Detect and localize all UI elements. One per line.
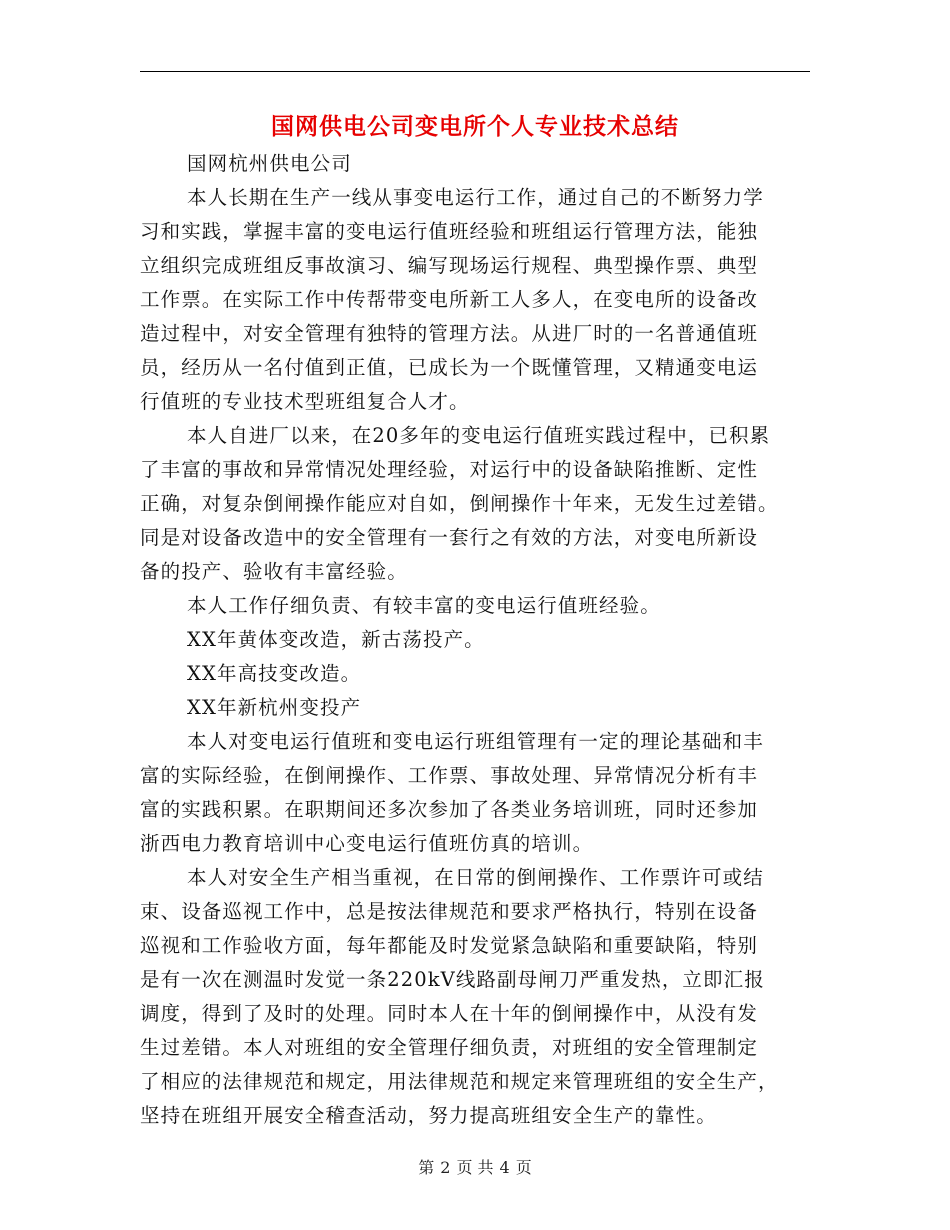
text-line: 习和实践，掌握丰富的变电运行值班经验和班组运行管理方法，能独 [140, 220, 759, 243]
document-body [140, 147, 810, 1133]
text-line: 同是对设备改造中的安全管理有一套行之有效的方法，对变电所新设 [140, 526, 759, 549]
header-rule [140, 71, 810, 72]
page-footer [0, 1155, 950, 1178]
text-line: 束、设备巡视工作中，总是按法律规范和要求严格执行，特别在设备 [140, 900, 759, 923]
text-line: 本人对安全生产相当重视，在日常的倒闸操作、工作票许可或结 [187, 866, 764, 889]
text-line: XX年高技变改造。 [187, 662, 362, 685]
footer-middle: 页 共 [456, 1158, 494, 1177]
text-line: 巡视和工作验收方面，每年都能及时发觉紧急缺陷和重要缺陷，特别 [140, 934, 759, 957]
document-title: 国网供电公司变电所个人专业技术总结 [271, 113, 679, 140]
text-line: 调度，得到了及时的处理。同时本人在十年的倒闸操作中，从没有发 [140, 1002, 759, 1025]
text-line: 生过差错。本人对班组的安全管理仔细负责，对班组的安全管理制定 [140, 1036, 759, 1059]
text-line: 备的投产、验收有丰富经验。 [140, 560, 408, 583]
text-line: 正确，对复杂倒闸操作能应对自如，倒闸操作十年来，无发生过差错。 [140, 492, 779, 515]
text-line: 立组织完成班组反事故演习、编写现场运行规程、典型操作票、典型 [140, 254, 759, 277]
footer-prefix: 第 [418, 1158, 435, 1177]
footer-page-number: 2 [440, 1158, 451, 1177]
text-line: 富的实际经验，在倒闸操作、工作票、事故处理、异常情况分析有丰 [140, 764, 759, 787]
text-line: 是有一次在测温时发觉一条220kV线路副母闸刀严重发热，立即汇报 [140, 968, 765, 991]
text-line: 工作票。在实际工作中传帮带变电所新工人多人，在变电所的设备改 [140, 288, 759, 311]
text-line: 了丰富的事故和异常情况处理经验，对运行中的设备缺陷推断、定性 [140, 458, 759, 481]
text-line: XX年黄体变改造，新古荡投产。 [187, 628, 485, 651]
text-line: XX年新杭州变投产 [187, 696, 362, 719]
text-line: 浙西电力教育培训中心变电运行值班仿真的培训。 [140, 832, 594, 855]
text-line: 富的实践积累。在职期间还多次参加了各类业务培训班，同时还参加 [140, 798, 759, 821]
text-line: 行值班的专业技术型班组复合人才。 [140, 390, 470, 413]
footer-suffix: 页 [515, 1158, 532, 1177]
text-line: 了相应的法律规范和规定，用法律规范和规定来管理班组的安全生产， [140, 1070, 779, 1093]
footer-total-pages: 4 [499, 1158, 510, 1177]
text-line: 造过程中，对安全管理有独特的管理方法。从进厂时的一名普通值班 [140, 322, 759, 345]
text-line: 坚持在班组开展安全稽查活动，努力提高班组安全生产的靠性。 [140, 1104, 717, 1127]
text-line: 员，经历从一名付值到正值，已成长为一个既懂管理，又精通变电运 [140, 356, 759, 379]
text-line: 本人自进厂以来，在20多年的变电运行值班实践过程中，已积累 [187, 424, 771, 447]
text-line: 本人工作仔细负责、有较丰富的变电运行值班经验。 [187, 594, 661, 617]
text-line: 国网杭州供电公司 [187, 152, 352, 175]
text-line: 本人对变电运行值班和变电运行班组管理有一定的理论基础和丰 [187, 730, 764, 753]
text-line: 本人长期在生产一线从事变电运行工作，通过自己的不断努力学 [187, 186, 764, 209]
